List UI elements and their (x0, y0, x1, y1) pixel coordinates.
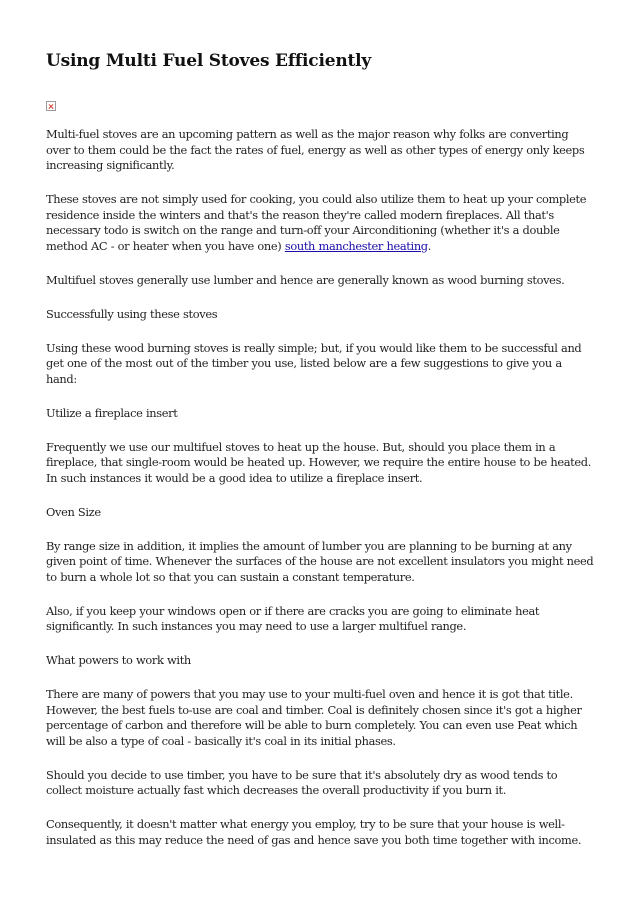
document-page (46, 50, 594, 867)
paragraph-windows-cracks: Also, if you keep your windows open or if there are cracks you are going to eliminate heat significantly. In such instances you may need to use a larger multifuel range. (46, 603, 540, 633)
paragraph-conclusion: Consequently, it doesn't matter what energy you employ, try to be sure that your house is well-insulated as this may reduce the need of gas and hence save you both time together with income. (46, 817, 582, 847)
subheading-fireplace-insert: Utilize a fireplace insert (46, 405, 178, 420)
paragraph-wood-burning: Multifuel stoves generally use lumber and hence are generally known as wood burning stoves. (46, 272, 565, 287)
subheading-powers: What powers to work with (46, 653, 191, 667)
paragraph-fuels: There are many of powers that you may use to your multi-fuel oven and hence it is got that title. However, the best fuels to-use are coal and timber. Coal is definitely chosen since it's got a higher percentage of carbon and therefore will be able to burn completely. You can even use Peat which will be also a type of coal - basically it's coal in its initial phases. (46, 687, 582, 748)
article-body (46, 127, 594, 848)
paragraph-fireplace-insert: Frequently we use our multifuel stoves to heat up the house. But, should you place them in a fireplace, that single-room would be heated up. However, we require the entire house to be heated. In such instances it would be a good idea to utilize a fireplace insert. (46, 439, 591, 485)
paragraph-text: . (427, 238, 432, 253)
paragraph-intro: Multi-fuel stoves are an upcoming pattern as well as the major reason why folks are converting over to them could be the fact the rates of fuel, energy as well as other types of energy only keeps increasing significantly. (46, 127, 585, 172)
paragraph-stoves-usage (46, 192, 594, 254)
broken-image-icon (46, 101, 56, 111)
paragraph-timber: Should you decide to use timber, you have to be sure that it's absolutely dry as wood tends to collect moisture actually fast which decreases the overall productivity if you burn it. (46, 767, 558, 797)
south-manchester-heating-link[interactable]: south manchester heating (284, 238, 428, 253)
page-title: Using Multi Fuel Stoves Efficiently (46, 51, 372, 71)
paragraph-text: These stoves are not simply used for cooking, you could also utilize them to heat up your complete residence inside the winters and that's the reason they're called modern fireplaces. All that's necessary todo is switch on the range and turn-off your Airconditioning (whether it's a double method AC - or heater when you have one) (46, 192, 587, 253)
subheading-successfully-using: Successfully using these stoves (46, 306, 218, 321)
paragraph-range-size: By range size in addition, it implies the amount of lumber you are planning to be burning at any given point of time. Whenever the surfaces of the house are not excellent insulators you might need to burn a whole lot so that you can sustain a constant temperature. (46, 538, 594, 584)
paragraph-suggestions: Using these wood burning stoves is really simple; but, if you would like them to be successful and get one of the most out of the timber you use, listed below are a few suggestions to give you a hand: (46, 340, 582, 386)
subheading-oven-size: Oven Size (46, 504, 101, 519)
